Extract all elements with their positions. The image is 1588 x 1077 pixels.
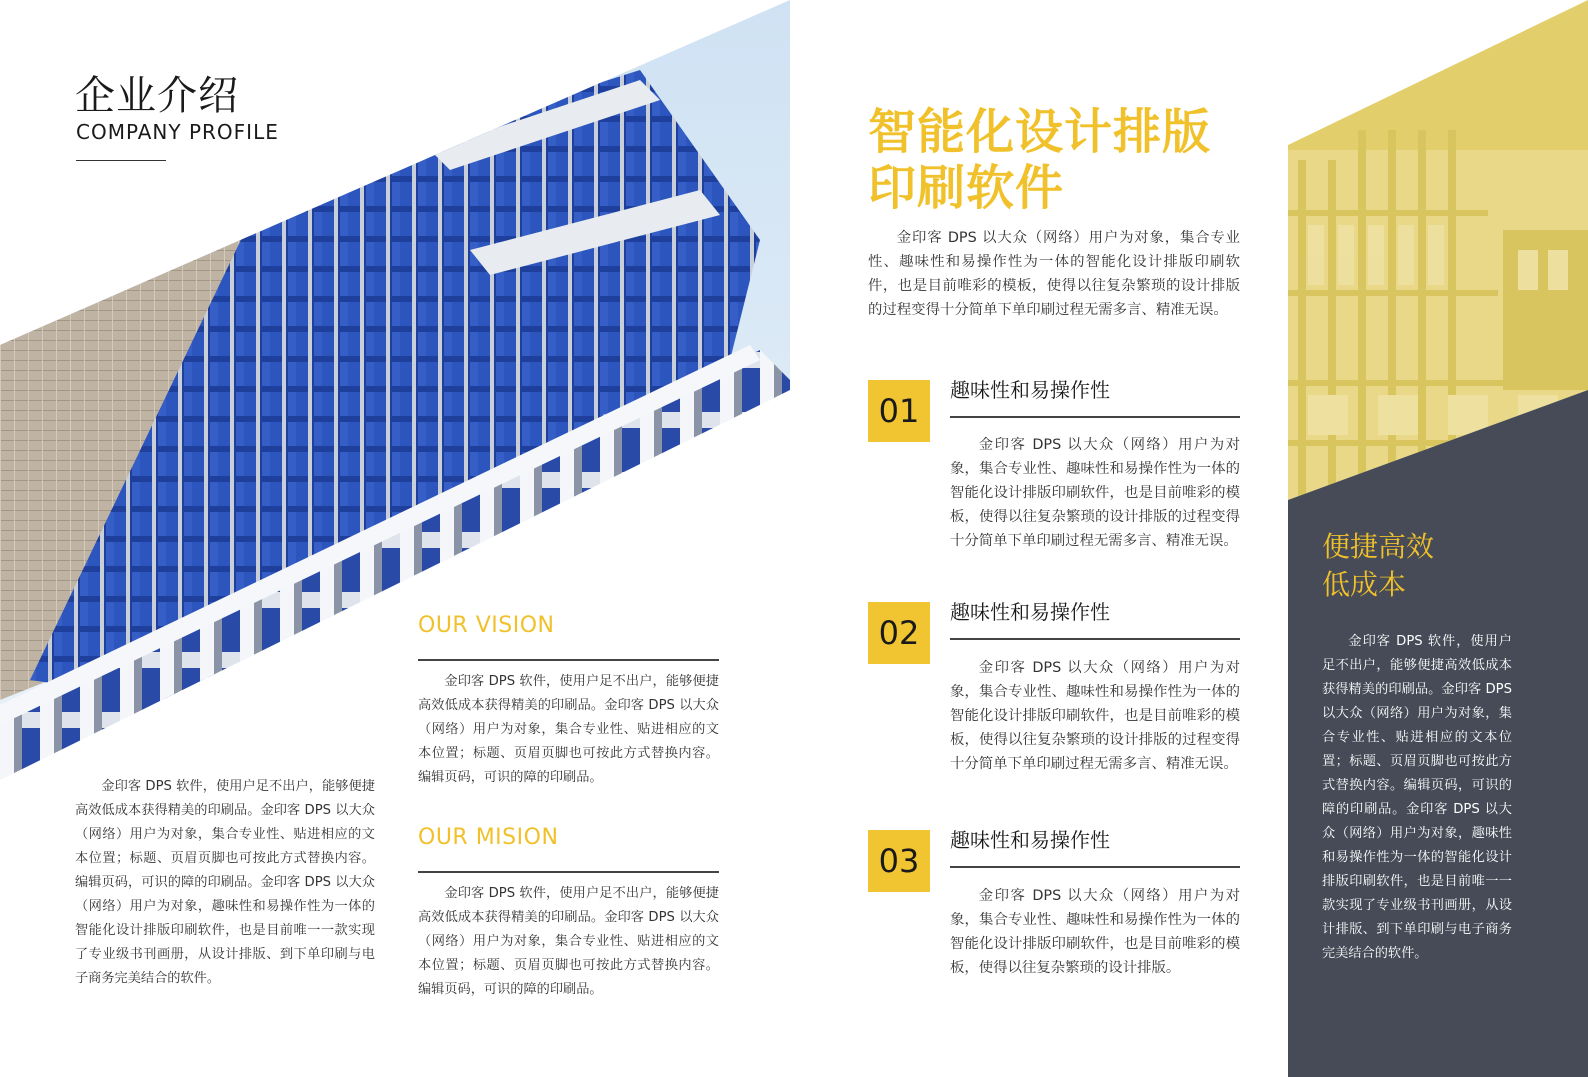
feature-item-divider — [950, 866, 1240, 868]
feature-item-title: 趣味性和易操作性 — [950, 600, 1110, 624]
page-title: 企业介绍 — [75, 73, 239, 119]
mision-heading: OUR MISION — [418, 825, 559, 850]
mision-divider — [418, 871, 719, 873]
company-intro-paragraph: 金印客 DPS 软件，使用户足不出户，能够便捷高效低成本获得精美的印刷品。金印客 DPS 以大众（网络）用户为对象，集合专业性、贴进相应的文本位置；标题、页眉页脚也可按此方式替换内容。编辑页码，可识的障的印刷品。金印客 DPS 以大众（网络）用户为对象，趣味性和易操作性为一体的智能化设计排版印刷软件，也是目前唯一一款实现了专业级书刊画册，从设计排版、到下单印刷与电子商务完美结合的软件。 — [75, 779, 375, 986]
feature-item-text: 金印客 DPS 以大众（网络）用户为对象，集合专业性、趣味性和易操作性为一体的智能化设计排版印刷软件，也是目前唯彩的模板，使得以往复杂繁琐的设计排版的过程变得十分简单下单印刷过程无需多言、精准无误。 — [950, 660, 1240, 772]
strip-paragraph: 金印客 DPS 软件，使用户足不出户，能够便捷高效低成本获得精美的印刷品。金印客 DPS 以大众（网络）用户为对象，集合专业性、贴进相应的文本位置；标题、页眉页脚也可按此方式替换内容。编辑页码，可识的障的印刷品。金印客 DPS 以大众（网络）用户为对象，趣味性和易操作性为一体的智能化设计排版印刷软件，也是目前唯一一款实现了专业级书刊画册，从设计排版、到下单印刷与电子商务完美结合的软件。 — [1322, 634, 1512, 961]
vision-divider — [418, 659, 719, 661]
number-badge: 02 — [868, 602, 930, 664]
strip-title-line-1: 便捷高效 — [1322, 530, 1435, 563]
number-badge: 03 — [868, 830, 930, 892]
strip-title — [1322, 528, 1434, 604]
feature-intro-paragraph: 金印客 DPS 以大众（网络）用户为对象，集合专业性、趣味性和易操作性为一体的智能化设计排版印刷软件，也是目前唯彩的模板，使得以往复杂繁琐的设计排版的过程变得十分简单下单印刷过程无需多言、精准无误。 — [868, 230, 1240, 318]
feature-item-title: 趣味性和易操作性 — [950, 828, 1110, 852]
number-badge: 01 — [868, 380, 930, 442]
feature-title — [868, 104, 1211, 216]
mision-paragraph: 金印客 DPS 软件，使用户足不出户，能够便捷高效低成本获得精美的印刷品。金印客 DPS 以大众（网络）用户为对象，集合专业性、贴进相应的文本位置；标题、页眉页脚也可按此方式替换内容。编辑页码，可识的障的印刷品。 — [418, 886, 719, 997]
feature-item-divider — [950, 416, 1240, 418]
feature-title-line-2: 印刷软件 — [868, 160, 1065, 216]
vision-heading: OUR VISION — [418, 613, 555, 638]
feature-item-text: 金印客 DPS 以大众（网络）用户为对象，集合专业性、趣味性和易操作性为一体的智能化设计排版印刷软件，也是目前唯彩的模板，使得以往复杂繁琐的设计排版的过程变得十分简单下单印刷过程无需多言、精准无误。 — [950, 437, 1240, 549]
feature-title-line-1: 智能化设计排版 — [868, 104, 1212, 160]
vision-paragraph: 金印客 DPS 软件，使用户足不出户，能够便捷高效低成本获得精美的印刷品。金印客 DPS 以大众（网络）用户为对象，集合专业性、贴进相应的文本位置；标题、页眉页脚也可按此方式替换内容。编辑页码，可识的障的印刷品。 — [418, 674, 719, 785]
feature-item-divider — [950, 638, 1240, 640]
feature-item-title: 趣味性和易操作性 — [950, 378, 1110, 402]
feature-item-text: 金印客 DPS 以大众（网络）用户为对象，集合专业性、趣味性和易操作性为一体的智能化设计排版印刷软件，也是目前唯彩的模板，使得以往复杂繁琐的设计排版。 — [950, 888, 1240, 976]
title-divider — [76, 160, 166, 161]
page-subtitle: COMPANY PROFILE — [76, 120, 279, 144]
strip-title-line-2: 低成本 — [1322, 568, 1407, 601]
